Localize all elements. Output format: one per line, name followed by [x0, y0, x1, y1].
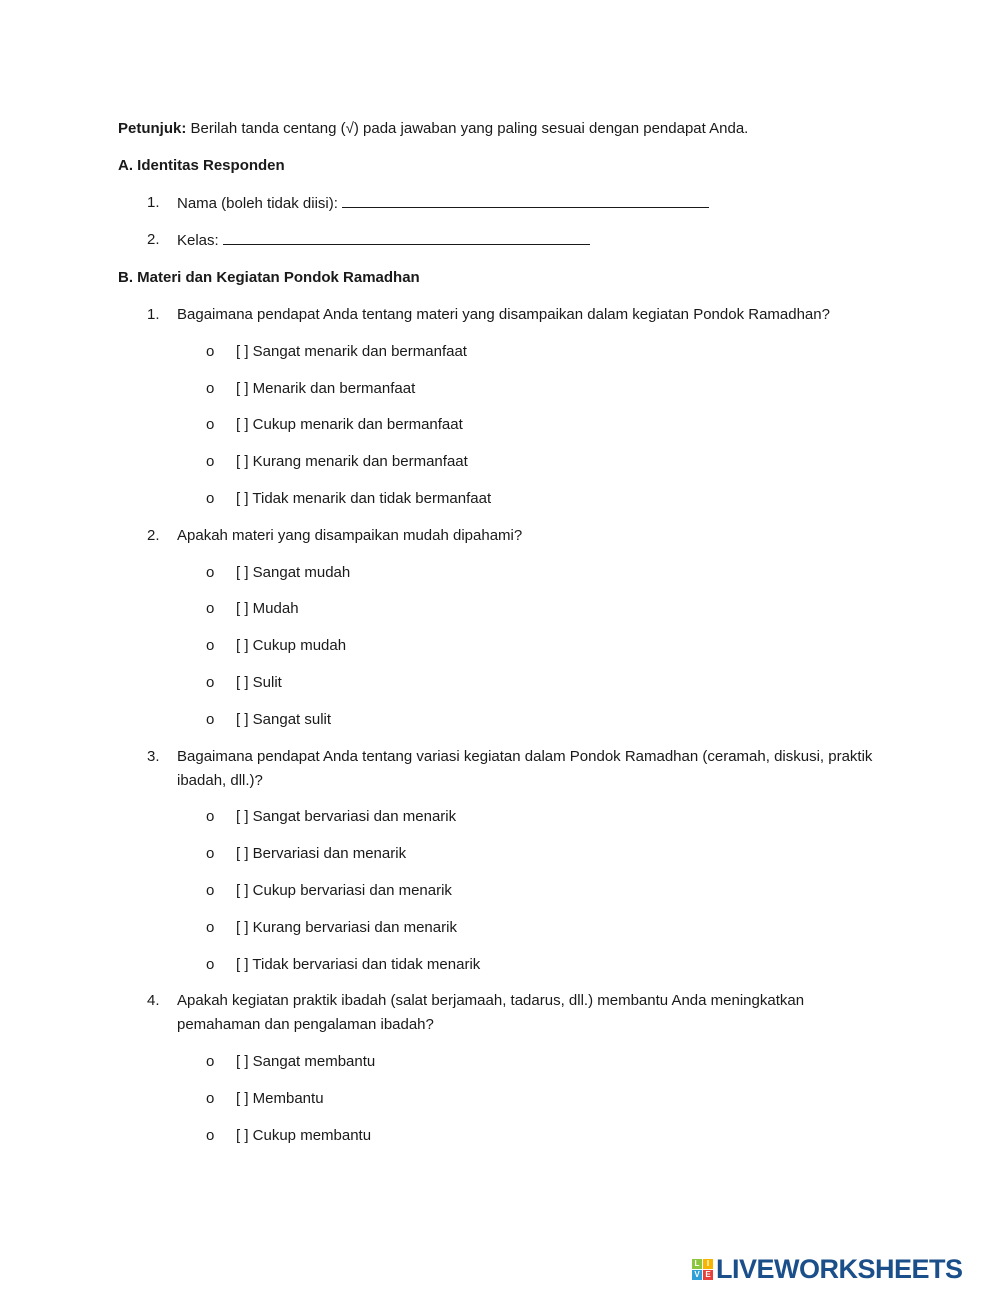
question-2	[118, 524, 898, 548]
option-label: [ ] Cukup menarik dan bermanfaat	[236, 416, 463, 434]
bullet-icon: o	[206, 637, 215, 655]
question-4	[118, 989, 898, 1037]
instruction	[118, 117, 898, 141]
field-number: 1.	[147, 193, 160, 211]
option-label: [ ] Cukup membantu	[236, 1126, 372, 1144]
answer-option[interactable]	[118, 450, 898, 474]
option-label: [ ] Sulit	[236, 673, 282, 691]
question-1	[118, 303, 898, 327]
bullet-icon: o	[206, 881, 215, 899]
bullet-icon: o	[206, 1126, 215, 1144]
answer-option[interactable]	[118, 805, 898, 829]
field-kelas	[118, 228, 898, 253]
section-a-title: A. Identitas Responden	[118, 156, 285, 174]
answer-option[interactable]	[118, 1124, 898, 1148]
option-label: [ ] Tidak menarik dan tidak bermanfaat	[236, 489, 492, 507]
option-label: [ ] Kurang menarik dan bermanfaat	[236, 453, 468, 471]
option-label: [ ] Kurang bervariasi dan menarik	[236, 918, 457, 936]
bullet-icon: o	[206, 1089, 215, 1107]
answer-option[interactable]	[118, 377, 898, 401]
logo-text: LIVEWORKSHEETS	[716, 1254, 963, 1284]
option-label: [ ] Sangat mudah	[236, 563, 351, 581]
question-text: Bagaimana pendapat Anda tentang variasi kegiatan dalam Pondok Ramadhan (ceramah, diskusi, praktik ibadah, dll.)?	[177, 747, 873, 789]
question-number: 4.	[147, 992, 160, 1010]
nama-input-line[interactable]	[342, 191, 709, 208]
bullet-icon: o	[206, 379, 215, 397]
option-label: [ ] Membantu	[236, 1089, 324, 1107]
bullet-icon: o	[206, 845, 215, 863]
answer-option[interactable]	[118, 1050, 898, 1074]
answer-option[interactable]	[118, 953, 898, 977]
section-b-title: B. Materi dan Kegiatan Pondok Ramadhan	[118, 269, 420, 287]
field-nama	[118, 191, 898, 216]
option-label: [ ] Mudah	[236, 600, 299, 618]
question-3	[118, 745, 898, 793]
instruction-label: Petunjuk:	[118, 120, 187, 137]
logo-tile: E	[703, 1270, 713, 1280]
option-label: [ ] Menarik dan bermanfaat	[236, 379, 416, 397]
question-text: Bagaimana pendapat Anda tentang materi yang disampaikan dalam kegiatan Pondok Ramadhan?	[177, 305, 830, 323]
answer-option[interactable]	[118, 916, 898, 940]
logo-tiles-icon	[692, 1259, 713, 1280]
bullet-icon: o	[206, 600, 215, 618]
bullet-icon: o	[206, 453, 215, 471]
option-label: [ ] Cukup bervariasi dan menarik	[236, 881, 452, 899]
worksheet-document	[118, 117, 898, 1161]
answer-option[interactable]	[118, 413, 898, 437]
option-label: [ ] Bervariasi dan menarik	[236, 845, 407, 863]
answer-option[interactable]	[118, 879, 898, 903]
bullet-icon: o	[206, 489, 215, 507]
field-label: Nama (boleh tidak diisi):	[177, 194, 338, 212]
bullet-icon: o	[206, 563, 215, 581]
bullet-icon: o	[206, 673, 215, 691]
answer-option[interactable]	[118, 671, 898, 695]
answer-option[interactable]	[118, 1087, 898, 1111]
logo-tile: I	[703, 1259, 713, 1269]
logo-tile: V	[692, 1270, 702, 1280]
bullet-icon: o	[206, 710, 215, 728]
answer-option[interactable]	[118, 561, 898, 585]
option-label: [ ] Tidak bervariasi dan tidak menarik	[236, 955, 481, 973]
kelas-input-line[interactable]	[223, 228, 590, 245]
bullet-icon: o	[206, 342, 215, 360]
answer-option[interactable]	[118, 708, 898, 732]
option-label: [ ] Sangat membantu	[236, 1053, 376, 1071]
question-number: 2.	[147, 526, 160, 544]
option-label: [ ] Sangat menarik dan bermanfaat	[236, 342, 467, 360]
answer-option[interactable]	[118, 597, 898, 621]
question-text: Apakah materi yang disampaikan mudah dipahami?	[177, 526, 523, 544]
instruction-text: Berilah tanda centang (√) pada jawaban yang paling sesuai dengan pendapat Anda.	[186, 120, 749, 137]
field-number: 2.	[147, 231, 160, 249]
option-label: [ ] Sangat sulit	[236, 710, 332, 728]
bullet-icon: o	[206, 1053, 215, 1071]
answer-option[interactable]	[118, 634, 898, 658]
option-label: [ ] Sangat bervariasi dan menarik	[236, 808, 457, 826]
logo-tile: L	[692, 1259, 702, 1269]
bullet-icon: o	[206, 918, 215, 936]
question-list	[118, 303, 898, 1148]
question-number: 3.	[147, 747, 160, 765]
bullet-icon: o	[206, 955, 215, 973]
liveworksheets-logo	[692, 1256, 963, 1283]
bullet-icon: o	[206, 808, 215, 826]
answer-option[interactable]	[118, 487, 898, 511]
field-label: Kelas:	[177, 232, 219, 250]
bullet-icon: o	[206, 416, 215, 434]
answer-option[interactable]	[118, 340, 898, 364]
question-number: 1.	[147, 305, 160, 323]
option-label: [ ] Cukup mudah	[236, 637, 347, 655]
answer-option[interactable]	[118, 842, 898, 866]
question-text: Apakah kegiatan praktik ibadah (salat berjamaah, tadarus, dll.) membantu Anda meningkatkan pemahaman dan pengalaman ibadah?	[177, 992, 805, 1034]
